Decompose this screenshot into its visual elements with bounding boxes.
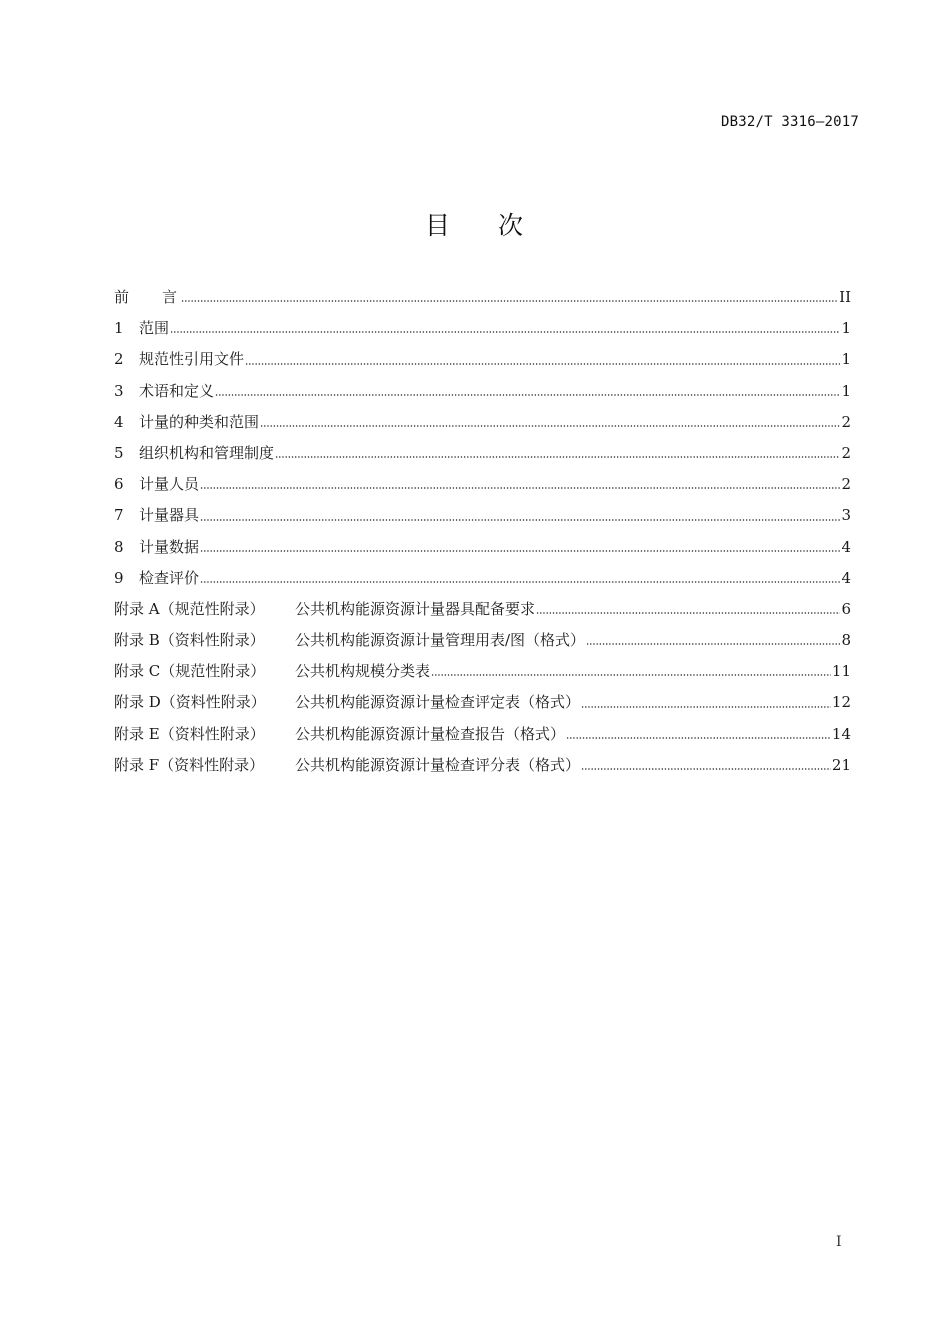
toc-leader-dots [170,331,840,333]
toc-entry-label: 检查评价 [139,568,200,587]
toc-entry-page: II [839,288,851,306]
toc-entry-page: 8 [841,631,851,650]
toc-leader-dots [181,300,838,302]
toc-entry-page: 2 [841,443,851,462]
document-code: DB32/T 3316—2017 [720,114,859,130]
toc-leader-dots [200,550,840,552]
toc-entry-label: 公共机构能源资源计量检查评分表（格式） [295,755,581,774]
toc-annex-entry[interactable] [114,687,851,718]
toc-entry-page: 4 [841,537,851,556]
toc-entry-page: 1 [841,319,851,338]
toc-entry-label: 公共机构能源资源计量器具配备要求 [295,599,536,618]
toc-entry-number: 5 [114,443,124,462]
toc-leader-dots [581,768,831,770]
toc-entry-page: 1 [841,381,851,400]
toc-entry-page: 1 [841,350,851,369]
toc-annex-id: 附录 E（资料性附录） [114,724,265,743]
toc-entry-label: 公共机构能源资源计量检查评定表（格式） [295,693,581,712]
toc-annex-entry[interactable] [114,656,851,687]
toc-entry-page: 6 [841,599,851,618]
toc-leader-dots [536,612,840,614]
toc-entry-foreword[interactable] [114,282,851,313]
toc-leader-dots [431,674,831,676]
toc-entry[interactable] [114,376,851,407]
toc-entry-label: 规范性引用文件 [139,350,245,369]
toc-annex-id: 附录 A（规范性附录） [114,599,265,618]
toc-entry-page: 14 [831,724,851,743]
toc-leader-dots [586,643,840,645]
toc-entry[interactable] [114,438,851,469]
toc-entry-label: 计量数据 [139,537,200,556]
toc-entry-number: 9 [114,568,124,587]
toc-entry-page: 3 [841,506,851,525]
toc-entry-label: 公共机构能源资源计量检查报告（格式） [295,724,566,743]
toc-title-char: 目 [424,211,452,240]
toc-entry-label: 计量器具 [139,506,200,525]
toc-entry[interactable] [114,563,851,594]
toc-annex-entry[interactable] [114,625,851,656]
toc-entry-page: 12 [831,693,851,712]
toc-entry-number: 4 [114,412,124,431]
toc-entry-label: 组织机构和管理制度 [139,443,275,462]
toc-entry-label: 公共机构规模分类表 [295,662,431,681]
toc-entry-page: 21 [831,755,851,774]
toc-entry-page: 4 [841,568,851,587]
toc-entry[interactable] [114,469,851,500]
toc-title-char: 次 [498,211,526,240]
toc-annex-id: 附录 D（资料性附录） [114,693,266,712]
toc-annex-entry[interactable] [114,750,851,781]
page-number: I [836,1234,842,1250]
toc-entry-label: 范围 [139,319,170,338]
toc-entry[interactable] [114,532,851,563]
toc-leader-dots [200,519,840,521]
toc-leader-dots [275,456,840,458]
toc-entry[interactable] [114,407,851,438]
toc-entry-number: 7 [114,506,124,525]
toc-annex-id: 附录 F（资料性附录） [114,755,265,774]
toc-entry-number: 8 [114,537,124,556]
toc-leader-dots [245,363,840,365]
toc-leader-dots [215,394,840,396]
toc-entry-number: 3 [114,381,124,400]
toc-entry[interactable] [114,344,851,375]
toc-entry-number: 2 [114,350,124,369]
table-of-contents [114,282,851,781]
toc-leader-dots [200,581,840,583]
toc-leader-dots [566,737,831,739]
toc-entry-label: 公共机构能源资源计量管理用表/图（格式） [295,631,586,650]
toc-entry-label: 计量人员 [139,475,200,494]
toc-entry-label: 前 言 [114,288,178,306]
toc-title [0,206,950,242]
toc-entry-number: 1 [114,319,124,338]
toc-entry-page: 11 [831,662,851,681]
toc-annex-entry[interactable] [114,719,851,750]
toc-annex-id: 附录 C（规范性附录） [114,662,266,681]
toc-entry-number: 6 [114,475,124,494]
toc-entry-label: 术语和定义 [139,381,215,400]
toc-entry-label: 计量的种类和范围 [139,412,260,431]
toc-annex-id: 附录 B（资料性附录） [114,631,265,650]
toc-entry-page: 2 [841,475,851,494]
toc-entry[interactable] [114,313,851,344]
toc-entry-page: 2 [841,412,851,431]
toc-leader-dots [260,425,840,427]
toc-leader-dots [581,706,831,708]
toc-leader-dots [200,487,840,489]
toc-entry[interactable] [114,500,851,531]
toc-annex-entry[interactable] [114,594,851,625]
